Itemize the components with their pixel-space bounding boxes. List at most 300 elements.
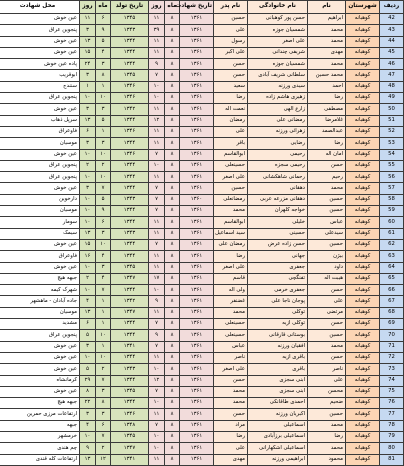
birth-month-cell: ۱۰ bbox=[96, 93, 111, 104]
martyrdom-date-cell: ۱۳۶۱ bbox=[180, 138, 214, 149]
birth-month-cell: ۳ bbox=[96, 138, 111, 149]
table-row bbox=[0, 47, 404, 58]
birth-day-cell: ۶ bbox=[80, 319, 96, 330]
birth-date-cell: ۱۳۴۳ bbox=[111, 228, 149, 239]
martyrdom-date-cell: ۱۳۶۱ bbox=[180, 262, 214, 273]
city-cell: کوهبانه bbox=[346, 183, 380, 194]
header-birth-month: ماه bbox=[96, 1, 111, 14]
martyrdom-day-cell: ۷ bbox=[149, 194, 165, 205]
table-row bbox=[0, 25, 404, 36]
martyrdom-place-cell: عین خوش bbox=[0, 36, 80, 47]
martyrdom-place-cell: مشدید bbox=[0, 319, 80, 330]
birth-month-cell: ۵ bbox=[96, 36, 111, 47]
birth-date-cell: ۱۳۴۴ bbox=[111, 115, 149, 126]
martyrdom-month-cell: ۸ bbox=[165, 183, 180, 194]
martyrdom-place-cell: عین خوش bbox=[0, 183, 80, 194]
martyrdom-date-cell: ۱۳۶۱ bbox=[180, 126, 214, 137]
martyrdom-month-cell: ۸ bbox=[165, 138, 180, 149]
martyrdom-place-cell: پنجوین عراق bbox=[0, 93, 80, 104]
family-name-cell: تفنگچی bbox=[248, 273, 308, 284]
martyrdom-month-cell: ۸ bbox=[165, 375, 180, 386]
birth-day-cell: ۱۰ bbox=[80, 172, 96, 183]
martyrdom-day-cell: ۱۱ bbox=[149, 307, 165, 318]
birth-month-cell: ۵ bbox=[96, 115, 111, 126]
row-number: 81 bbox=[380, 454, 404, 465]
martyrdom-date-cell: ۱۳۶۱ bbox=[180, 59, 214, 70]
birth-day-cell: ۱۰ bbox=[80, 206, 96, 217]
table-row bbox=[0, 138, 404, 149]
city-cell: کوهبانه bbox=[346, 262, 380, 273]
row-number: 68 bbox=[380, 307, 404, 318]
martyrdom-place-cell: چم هندی bbox=[0, 443, 80, 454]
martyrdom-day-cell: ۹ bbox=[149, 59, 165, 70]
row-number: 54 bbox=[380, 149, 404, 160]
family-name-cell: دهقانی bbox=[248, 183, 308, 194]
martyrdom-place-cell: عین خوش bbox=[0, 341, 80, 352]
martyrdom-place-cell: عین خوش bbox=[0, 149, 80, 160]
martyrdom-date-cell: ۱۳۶۱ bbox=[180, 160, 214, 171]
family-name-cell: حسن زاده عرض bbox=[248, 239, 308, 250]
martyrdom-place-cell: سرپل ذهاب bbox=[0, 115, 80, 126]
birth-date-cell: ۱۳۴۶ bbox=[111, 409, 149, 420]
martyrdom-place-cell: پنجوین عراق bbox=[0, 160, 80, 171]
martyrdom-date-cell: ۱۳۶۱ bbox=[180, 273, 214, 284]
martyrdom-day-cell: ۱۱ bbox=[149, 454, 165, 465]
city-cell: کوهبانه bbox=[346, 25, 380, 36]
father-name-cell: ابوالقاسم bbox=[214, 149, 248, 160]
martyrdom-date-cell: ۱۳۶۱ bbox=[180, 93, 214, 104]
birth-month-cell: ۴ bbox=[96, 251, 111, 262]
family-name-cell: اسماعیلی برزآبادی bbox=[248, 431, 308, 442]
family-name-cell: پوجان ناجا علی bbox=[248, 296, 308, 307]
table-row bbox=[0, 398, 404, 409]
birth-day-cell: ۴ bbox=[80, 420, 96, 431]
city-cell: کوهبانه bbox=[346, 194, 380, 205]
father-name-cell: حسن bbox=[214, 409, 248, 420]
birth-month-cell: ۶ bbox=[96, 217, 111, 228]
row-number: 53 bbox=[380, 138, 404, 149]
father-name-cell: حسینعلی bbox=[214, 319, 248, 330]
birth-month-cell: ۲ bbox=[96, 443, 111, 454]
birth-date-cell: ۱۳۴۲ bbox=[111, 104, 149, 115]
martyrdom-date-cell: ۱۳۶۱ bbox=[180, 386, 214, 397]
birth-month-cell: ۱ bbox=[96, 126, 111, 137]
birth-date-cell: ۱۳۴۵ bbox=[111, 262, 149, 273]
father-name-cell: رضا bbox=[214, 93, 248, 104]
father-name-cell: علی اصغر bbox=[214, 262, 248, 273]
table-row bbox=[0, 14, 404, 25]
father-name-cell: حسین bbox=[214, 183, 248, 194]
father-name-cell: حسینعلی bbox=[214, 330, 248, 341]
martyrdom-date-cell: ۱۳۶۱ bbox=[180, 307, 214, 318]
martyrdom-day-cell: ۱۰ bbox=[149, 93, 165, 104]
birth-day-cell: ۱۰ bbox=[80, 285, 96, 296]
family-name-cell: زهیری هاشم زاده bbox=[248, 93, 308, 104]
father-name-cell: حسن bbox=[214, 70, 248, 81]
martyrdom-date-cell: ۱۳۶۱ bbox=[180, 251, 214, 262]
birth-date-cell: ۱۳۴۴ bbox=[111, 206, 149, 217]
martyrdom-place-cell: عین خوش bbox=[0, 104, 80, 115]
family-name-cell: اسماعیلی bbox=[248, 420, 308, 431]
father-name-cell: علی bbox=[214, 443, 248, 454]
martyrdom-place-cell: ابوقریب bbox=[0, 70, 80, 81]
table-row bbox=[0, 386, 404, 397]
birth-day-cell: ۲۹ bbox=[80, 375, 96, 386]
birth-day-cell: ۵ bbox=[80, 364, 96, 375]
martyrdom-month-cell: ۸ bbox=[165, 262, 180, 273]
row-number: 57 bbox=[380, 183, 404, 194]
birth-day-cell: ۳ bbox=[80, 138, 96, 149]
family-name-cell: اسماعیلی اشکهارانی bbox=[248, 443, 308, 454]
birth-day-cell: ۳ bbox=[80, 341, 96, 352]
family-name-cell: شمسیان جوزه bbox=[248, 25, 308, 36]
martyrdom-month-cell: ۸ bbox=[165, 115, 180, 126]
family-name-cell: زارع الهی bbox=[248, 104, 308, 115]
city-cell: کوهبانه bbox=[346, 386, 380, 397]
martyrdom-day-cell: ۹ bbox=[149, 330, 165, 341]
name-cell: ضحیم bbox=[308, 398, 346, 409]
martyrdom-date-cell: ۱۳۶۱ bbox=[180, 217, 214, 228]
birth-month-cell: ۱ bbox=[96, 307, 111, 318]
father-name-cell: باقر bbox=[214, 138, 248, 149]
martyrdom-place-cell: سنندج bbox=[0, 81, 80, 92]
martyrdom-day-cell: ۱۱ bbox=[149, 47, 165, 58]
birth-date-cell: ۱۳۴۴ bbox=[111, 217, 149, 228]
birth-month-cell: ۷ bbox=[96, 183, 111, 194]
table-row bbox=[0, 409, 404, 420]
martyrdom-month-cell: ۸ bbox=[165, 59, 180, 70]
martyrdom-date-cell: ۱۳۶۱ bbox=[180, 420, 214, 431]
martyrdom-month-cell: ۸ bbox=[165, 25, 180, 36]
birth-day-cell: ۱۳ bbox=[80, 228, 96, 239]
birth-date-cell: ۱۳۴۴ bbox=[111, 352, 149, 363]
birth-month-cell: ۷ bbox=[96, 375, 111, 386]
family-name-cell: جهانی bbox=[248, 251, 308, 262]
father-name-cell: غضنفر bbox=[214, 296, 248, 307]
martyrdom-date-cell: ۱۳۶۱ bbox=[180, 409, 214, 420]
name-cell: رضا bbox=[308, 138, 346, 149]
birth-day-cell: ۹ bbox=[80, 443, 96, 454]
city-cell: کوهبانه bbox=[346, 352, 380, 363]
row-number: 76 bbox=[380, 398, 404, 409]
birth-date-cell: ۱۳۴۵ bbox=[111, 431, 149, 442]
name-cell: محمد bbox=[308, 36, 346, 47]
martyrdom-day-cell: ۱۲ bbox=[149, 375, 165, 386]
city-cell: کوهبانه bbox=[346, 251, 380, 262]
name-cell: حسن bbox=[308, 319, 346, 330]
family-name-cell: حسینی bbox=[248, 228, 308, 239]
martyrdom-date-cell: ۱۳۶۱ bbox=[180, 330, 214, 341]
name-cell: محمود bbox=[308, 454, 346, 465]
family-name-cell: ابراهیمی ورزنه bbox=[248, 454, 308, 465]
family-name-cell: ابنی سجزی bbox=[248, 386, 308, 397]
martyrdom-date-cell: ۱۳۶۱ bbox=[180, 375, 214, 386]
city-cell: کوهبانه bbox=[346, 296, 380, 307]
name-cell: حسن bbox=[308, 285, 346, 296]
father-name-cell: ناصر bbox=[214, 352, 248, 363]
family-name-cell: اکبریان ورزنه bbox=[248, 409, 308, 420]
birth-date-cell: ۱۳۴۲ bbox=[111, 296, 149, 307]
martyrdom-day-cell: ۱۱ bbox=[149, 172, 165, 183]
martyrdom-place-cell: سومار bbox=[0, 217, 80, 228]
martyrdom-day-cell: ۱۰ bbox=[149, 81, 165, 92]
father-name-cell: حسینعلی bbox=[214, 160, 248, 171]
birth-day-cell: ۸ bbox=[80, 386, 96, 397]
family-name-cell: افقیان ورزنه bbox=[248, 341, 308, 352]
family-name-cell: ابنی سجزی bbox=[248, 375, 308, 386]
martyrdom-day-cell: ۱۲ bbox=[149, 115, 165, 126]
birth-month-cell: ۱ bbox=[96, 319, 111, 330]
name-cell: حسن bbox=[308, 160, 346, 171]
martyrdom-place-cell: دارخوین bbox=[0, 194, 80, 205]
table-row bbox=[0, 149, 404, 160]
name-cell: حسین bbox=[308, 239, 346, 250]
name-cell: محسن bbox=[308, 386, 346, 397]
birth-date-cell: ۱۳۴۳ bbox=[111, 194, 149, 205]
birth-date-cell: ۱۳۴۶ bbox=[111, 126, 149, 137]
city-cell: کوهبانه bbox=[346, 375, 380, 386]
table-row bbox=[0, 296, 404, 307]
birth-day-cell: ۱۳ bbox=[80, 307, 96, 318]
father-name-cell: حسن bbox=[214, 375, 248, 386]
row-number: 60 bbox=[380, 217, 404, 228]
birth-day-cell: ۲۴ bbox=[80, 59, 96, 70]
martyrdom-place-cell: جبهه هیچ bbox=[0, 398, 80, 409]
row-number: 66 bbox=[380, 285, 404, 296]
table-row bbox=[0, 206, 404, 217]
birth-date-cell: ۱۳۴۴ bbox=[111, 239, 149, 250]
city-cell: کوهبانه bbox=[346, 160, 380, 171]
name-cell: مرتضی bbox=[308, 307, 346, 318]
birth-date-cell: ۱۳۴۳ bbox=[111, 364, 149, 375]
birth-month-cell: ۴ bbox=[96, 47, 111, 58]
name-cell: حسین bbox=[308, 330, 346, 341]
table-body bbox=[0, 14, 404, 466]
martyrdom-place-cell: عین خوش bbox=[0, 47, 80, 58]
father-name-cell: عباس bbox=[214, 341, 248, 352]
birth-day-cell: ۵ bbox=[80, 330, 96, 341]
birth-day-cell: ۱۳ bbox=[80, 36, 96, 47]
birth-date-cell: ۱۳۴۴ bbox=[111, 59, 149, 70]
family-name-cell: جعفری bbox=[248, 262, 308, 273]
name-cell: محمد bbox=[308, 341, 346, 352]
birth-month-cell: ۱ bbox=[96, 81, 111, 92]
birth-month-cell: ۱۰ bbox=[96, 239, 111, 250]
martyrdom-month-cell: ۸ bbox=[165, 194, 180, 205]
martyrdom-place-cell: پاده عین خوش bbox=[0, 59, 80, 70]
table-row bbox=[0, 273, 404, 284]
father-name-cell: مراد bbox=[214, 420, 248, 431]
martyrdom-month-cell: ۸ bbox=[165, 70, 180, 81]
martyrdom-place-cell: سیمک bbox=[0, 228, 80, 239]
row-number: 75 bbox=[380, 386, 404, 397]
table-row bbox=[0, 126, 404, 137]
row-number: 73 bbox=[380, 364, 404, 375]
birth-day-cell: ۲۲ bbox=[80, 398, 96, 409]
father-name-cell: علی bbox=[214, 25, 248, 36]
birth-date-cell: ۱۳۴۷ bbox=[111, 273, 149, 284]
city-cell: کوهبانه bbox=[346, 47, 380, 58]
martyrdom-month-cell: ۸ bbox=[165, 386, 180, 397]
family-name-cell: رحیمی سجزه bbox=[248, 160, 308, 171]
name-cell: غلامرضا bbox=[308, 115, 346, 126]
martyrdom-month-cell: ۸ bbox=[165, 14, 180, 25]
table-row bbox=[0, 70, 404, 81]
family-name-cell: حسن پور کوهبانی bbox=[248, 14, 308, 25]
city-cell: کوهبانه bbox=[346, 70, 380, 81]
city-cell: کوهبانه bbox=[346, 115, 380, 126]
birth-date-cell: ۱۳۴۴ bbox=[111, 183, 149, 194]
martyrdom-day-cell: ۱۰ bbox=[149, 364, 165, 375]
row-number: 52 bbox=[380, 126, 404, 137]
table-row bbox=[0, 443, 404, 454]
martyrdom-date-cell: ۱۳۶۱ bbox=[180, 47, 214, 58]
family-name-cell: رضایی bbox=[248, 138, 308, 149]
family-name-cell: شریفی چندانی bbox=[248, 47, 308, 58]
birth-month-cell: ۱ bbox=[96, 296, 111, 307]
birth-month-cell: ۱۰ bbox=[96, 352, 111, 363]
table-row bbox=[0, 454, 404, 465]
family-name-cell: رحمانی شاهکشانی bbox=[248, 172, 308, 183]
martyrdom-month-cell: ۸ bbox=[165, 160, 180, 171]
martyrdom-place-cell: خرمشهر bbox=[0, 431, 80, 442]
martyrdom-place-cell: جاده آبادان - ماهشهر bbox=[0, 296, 80, 307]
father-name-cell: قاسم bbox=[214, 273, 248, 284]
row-number: 55 bbox=[380, 160, 404, 171]
birth-day-cell: ۲ bbox=[80, 160, 96, 171]
martyrdom-date-cell: ۱۳۶۱ bbox=[180, 183, 214, 194]
martyrdom-date-cell: ۱۳۶۱ bbox=[180, 36, 214, 47]
martyrdom-place-cell: جبهه هیچ bbox=[0, 273, 80, 284]
row-number: 56 bbox=[380, 172, 404, 183]
father-name-cell: رسول bbox=[214, 36, 248, 47]
martyrdom-place-cell: عین خوش bbox=[0, 14, 80, 25]
birth-month-cell: ۸ bbox=[96, 398, 111, 409]
birth-month-cell: ۳ bbox=[96, 262, 111, 273]
martyrdom-month-cell: ۸ bbox=[165, 206, 180, 217]
birth-day-cell: ۳ bbox=[80, 409, 96, 420]
birth-day-cell: ۱۰ bbox=[80, 93, 96, 104]
martyrdom-date-cell: ۱۳۶۱ bbox=[180, 25, 214, 36]
family-name-cell: رحیمی bbox=[248, 149, 308, 160]
father-name-cell: ابوالقاسم bbox=[214, 217, 248, 228]
birth-day-cell: ۳ bbox=[80, 25, 96, 36]
row-number: 78 bbox=[380, 420, 404, 431]
birth-day-cell: ۱۵ bbox=[80, 47, 96, 58]
birth-day-cell: ۳ bbox=[80, 104, 96, 115]
family-name-cell: باقری bbox=[248, 364, 308, 375]
birth-month-cell: ۷ bbox=[96, 285, 111, 296]
martyrdom-day-cell: ۱۷ bbox=[149, 273, 165, 284]
father-name-cell: سعید bbox=[214, 81, 248, 92]
name-cell: عبدالصمد bbox=[308, 126, 346, 137]
table-row bbox=[0, 341, 404, 352]
father-name-cell: ولی اله bbox=[214, 285, 248, 296]
father-name-cell: علی اکبر bbox=[214, 47, 248, 58]
birth-date-cell: ۱۳۴۴ bbox=[111, 251, 149, 262]
martyrdom-place-cell: عین خوش bbox=[0, 352, 80, 363]
name-cell: داود bbox=[308, 262, 346, 273]
birth-month-cell: ۳ bbox=[96, 104, 111, 115]
martyrdom-month-cell: ۸ bbox=[165, 341, 180, 352]
city-cell: کوهبانه bbox=[346, 104, 380, 115]
name-cell: رضا bbox=[308, 93, 346, 104]
birth-day-cell: ۱ bbox=[80, 81, 96, 92]
birth-month-cell: ۱۰ bbox=[96, 330, 111, 341]
name-cell: محمد حسین bbox=[308, 70, 346, 81]
family-name-cell: سیدی ورزنه bbox=[248, 81, 308, 92]
table-row bbox=[0, 251, 404, 262]
birth-date-cell: ۱۳۴۱ bbox=[111, 454, 149, 465]
martyrdom-month-cell: ۸ bbox=[165, 228, 180, 239]
birth-month-cell: ۱۰ bbox=[96, 172, 111, 183]
city-cell: کوهبانه bbox=[346, 420, 380, 431]
family-name-cell: بوستانی قارقانی bbox=[248, 330, 308, 341]
birth-day-cell: ۱۰ bbox=[80, 262, 96, 273]
row-number: 44 bbox=[380, 36, 404, 47]
table-row bbox=[0, 431, 404, 442]
martyrdom-month-cell: ۸ bbox=[165, 420, 180, 431]
header-row bbox=[0, 1, 404, 14]
birth-date-cell: ۱۳۴۴ bbox=[111, 36, 149, 47]
city-cell: کوهبانه bbox=[346, 93, 380, 104]
table-row bbox=[0, 104, 404, 115]
birth-month-cell: ۳ bbox=[96, 386, 111, 397]
martyrdom-date-cell: ۱۳۶۱ bbox=[180, 149, 214, 160]
name-cell: ابراهیم bbox=[308, 14, 346, 25]
martyrdom-day-cell: ۱۰ bbox=[149, 160, 165, 171]
row-number: 42 bbox=[380, 14, 404, 25]
father-name-cell: رمضان bbox=[214, 115, 248, 126]
martyrdom-date-cell: ۱۳۶۱ bbox=[180, 319, 214, 330]
table-row bbox=[0, 81, 404, 92]
birth-month-cell: ۱۰ bbox=[96, 149, 111, 160]
city-cell: کوهبانه bbox=[346, 364, 380, 375]
name-cell: رضا bbox=[308, 431, 346, 442]
header-birth-day: روز bbox=[80, 1, 96, 14]
martyrdom-month-cell: ۸ bbox=[165, 239, 180, 250]
name-cell: محمد bbox=[308, 420, 346, 431]
name-cell: حسین bbox=[308, 206, 346, 217]
father-name-cell: نعمت اله bbox=[214, 104, 248, 115]
martyrdom-month-cell: ۸ bbox=[165, 81, 180, 92]
martyrdom-date-cell: ۱۳۶۱ bbox=[180, 115, 214, 126]
family-name-cell: خواجه کلهران bbox=[248, 206, 308, 217]
table-row bbox=[0, 352, 404, 363]
birth-month-cell: ۹ bbox=[96, 206, 111, 217]
name-cell: سیدعلی bbox=[308, 228, 346, 239]
martyrdom-date-cell: ۱۳۶۱ bbox=[180, 352, 214, 363]
birth-day-cell: ۱۰ bbox=[80, 194, 96, 205]
birth-month-cell: ۱۲ bbox=[96, 454, 111, 465]
table-row bbox=[0, 285, 404, 296]
family-name-cell: احمدی طاقانکی bbox=[248, 398, 308, 409]
martyrdom-place-cell: شهرک کیمه bbox=[0, 285, 80, 296]
martyrdom-month-cell: ۸ bbox=[165, 454, 180, 465]
name-cell: عباس bbox=[308, 217, 346, 228]
martyrdom-date-cell: ۱۳۶۱ bbox=[180, 443, 214, 454]
row-number: 77 bbox=[380, 409, 404, 420]
martyrdom-month-cell: ۸ bbox=[165, 126, 180, 137]
family-name-cell: توکلی ازیه bbox=[248, 319, 308, 330]
name-cell: محمد bbox=[308, 443, 346, 454]
martyrdom-date-cell: ۱۳۶۱ bbox=[180, 81, 214, 92]
city-cell: کوهبانه bbox=[346, 206, 380, 217]
birth-month-cell: ۲ bbox=[96, 160, 111, 171]
table-row bbox=[0, 160, 404, 171]
table-row bbox=[0, 36, 404, 47]
city-cell: کوهبانه bbox=[346, 443, 380, 454]
